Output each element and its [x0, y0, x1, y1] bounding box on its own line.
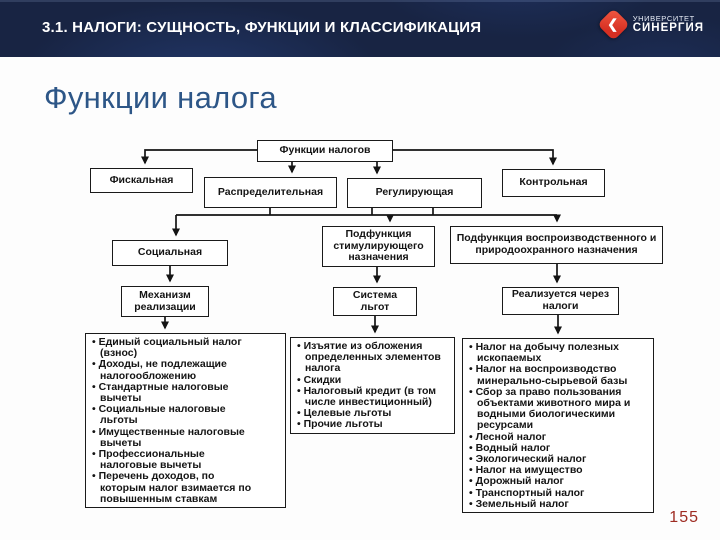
header-title: 3.1. НАЛОГИ: СУЩНОСТЬ, ФУНКЦИИ И КЛАССИФИКАЦИЯ — [42, 19, 482, 36]
list-item: • Прочие льготы — [297, 418, 383, 431]
node-regulating: Регулирующая — [347, 178, 482, 208]
list-item: • Налог на воспроизводство минерально-сырьевой базы — [469, 363, 628, 387]
page-number: 155 — [669, 509, 699, 526]
list-item: • Сбор за право пользования объектами животного мира и водными биологическими ресурсами — [469, 385, 631, 432]
node-reproduction-subfunction: Подфункция воспроизводственного и природоохранного назначения — [450, 226, 663, 264]
list-item: • Лесной налог — [469, 430, 547, 443]
slide-title: Функции налога — [44, 80, 277, 115]
node-distributive: Распределительная — [204, 177, 337, 208]
list-item: • Земельный налог — [469, 497, 569, 510]
list-item: • Перечень доходов, по которым налог взимается по повышенным ставкам — [92, 470, 252, 505]
list-item: • Скидки — [297, 373, 342, 386]
list-item: • Налог на добычу полезных ископаемых — [469, 341, 619, 365]
list-item: • Единый социальный налог (взнос) — [92, 336, 242, 360]
list-social-instruments — [85, 333, 286, 508]
node-realized-via-taxes: Реализуется через налоги — [502, 287, 619, 315]
list-benefit-types — [290, 337, 455, 434]
list-item: • Имущественные налоговые вычеты — [92, 425, 245, 449]
list-item: • Транспортный налог — [469, 486, 585, 499]
node-control: Контрольная — [502, 169, 605, 197]
logo-text-bottom: СИНЕРГИЯ — [632, 22, 704, 35]
list-item: • Социальные налоговые льготы — [92, 403, 226, 427]
list-item: • Профессиональные налоговые вычеты — [92, 448, 205, 472]
list-item: • Изъятие из обложения определенных элементов налога — [297, 340, 441, 375]
node-implementation-mechanism: Механизм реализации — [121, 286, 209, 317]
list-item: • Доходы, не подлежащие налогообложению — [92, 358, 227, 382]
list-item: • Экологический налог — [469, 453, 587, 466]
node-stimulating-subfunction: Подфункция стимулирующего назначения — [322, 226, 435, 267]
logo-text-top: УНИВЕРСИТЕТ — [632, 13, 695, 23]
list-item: • Стандартные налоговые вычеты — [92, 380, 229, 405]
list-item: • Налоговый кредит (в том числе инвестиционный) — [297, 384, 437, 409]
node-tax-functions: Функции налогов — [257, 140, 393, 162]
list-item: • Налог на имущество — [469, 464, 583, 477]
node-social: Социальная — [112, 240, 228, 266]
list-resource-taxes — [462, 338, 654, 513]
list-item: • Целевые льготы — [297, 407, 392, 420]
chevron-left-icon: ❮ — [607, 16, 618, 32]
node-fiscal: Фискальная — [90, 168, 193, 193]
list-item: • Водный налог — [469, 441, 551, 454]
list-item: • Дорожный налог — [469, 475, 564, 488]
node-benefits-system: Система льгот — [333, 287, 417, 316]
